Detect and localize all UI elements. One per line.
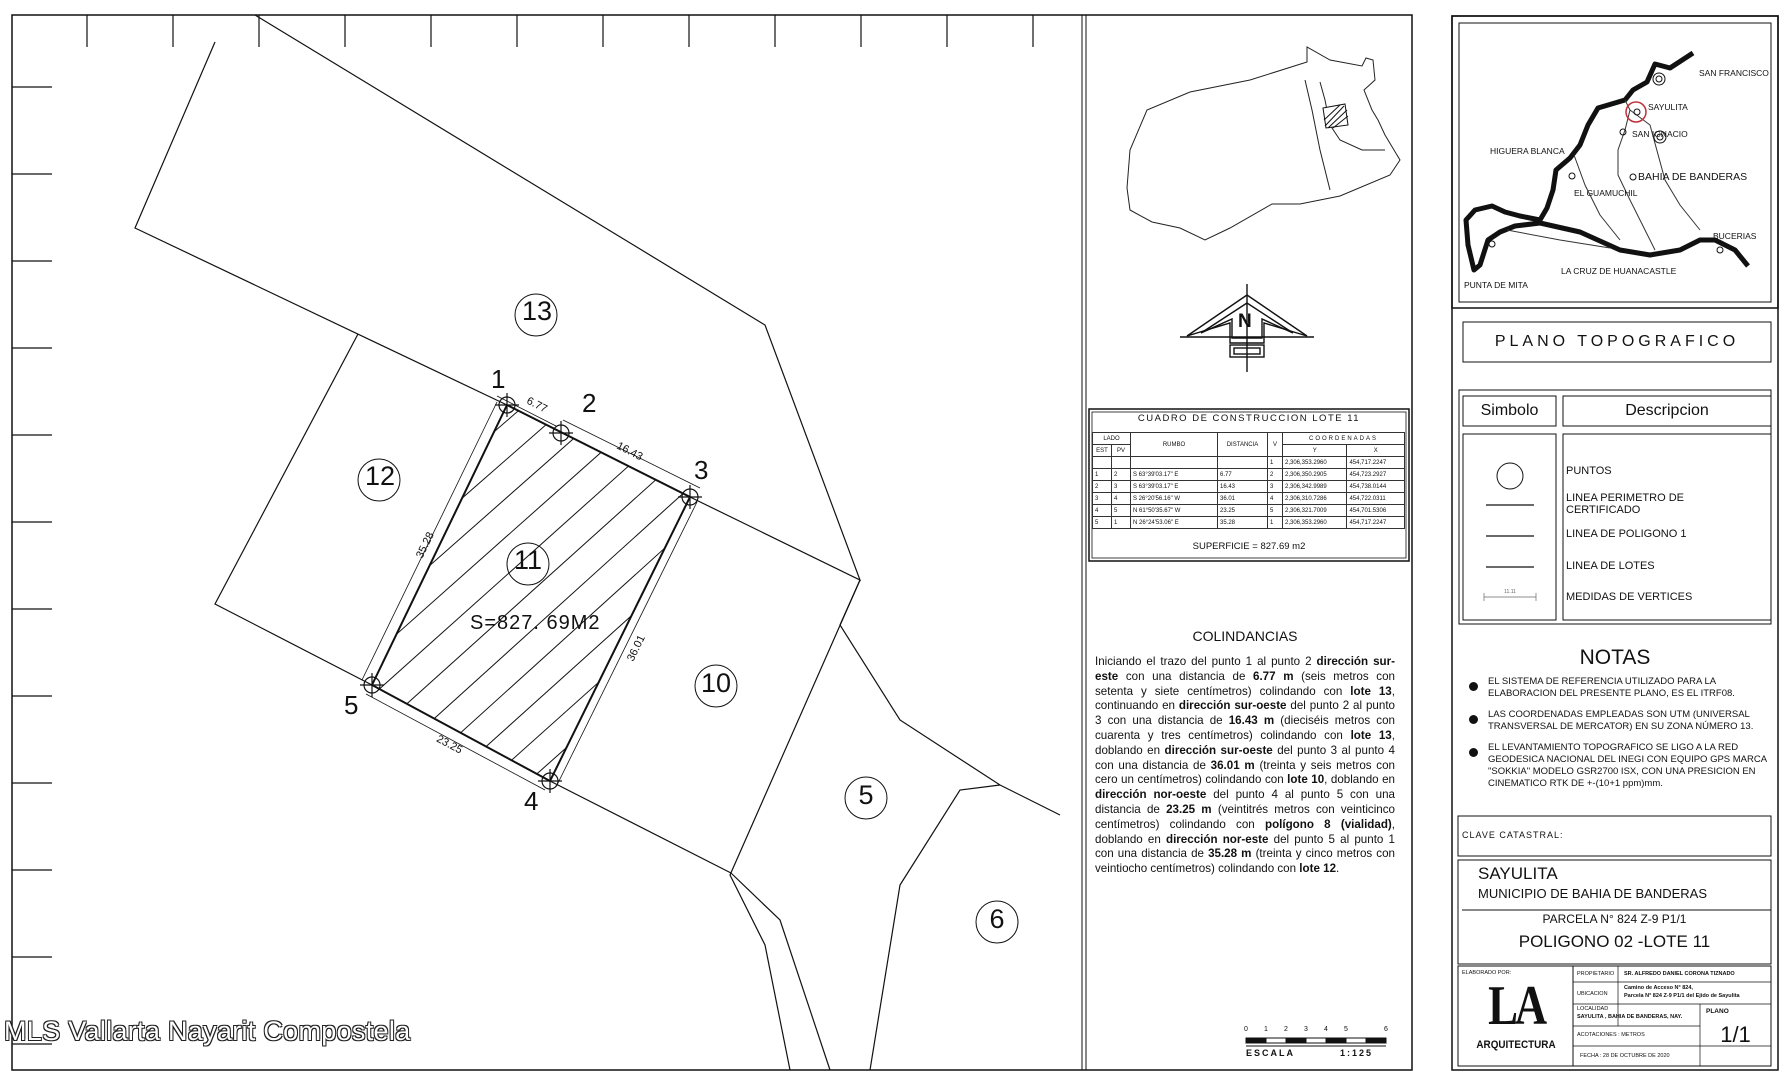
legend-item-perimetro: LINEA PERIMETRO DE CERTIFICADO (1566, 492, 1684, 516)
cell-est: 2 (1093, 481, 1112, 493)
propietario-value: SR. ALFREDO DANIEL CORONA TIZNADO (1624, 971, 1735, 977)
map-label-bahia-de-banderas: BAHIA DE BANDERAS (1638, 171, 1748, 183)
north-label: N (1238, 311, 1252, 332)
cell-v: 2 (1268, 469, 1283, 481)
location-municipality: MUNICIPIO DE BAHIA DE BANDERAS (1478, 886, 1707, 901)
cell-v: 3 (1268, 481, 1283, 493)
scale-label: ESCALA (1246, 1048, 1296, 1058)
cell-x: 454,722.0311 (1347, 493, 1405, 505)
plan-title: PLANO TOPOGRAFICO (1494, 333, 1740, 350)
colindancias-bold-segment: dirección sur-oeste (1164, 743, 1273, 757)
vertex-4-label: 4 (524, 786, 539, 816)
colindancias-bold-segment: dirección sur-oeste (1178, 699, 1287, 713)
cell-est: 1 (1093, 469, 1112, 481)
table-row (1093, 493, 1405, 505)
note-item: LAS COORDENADAS EMPLEADAS SON UTM (UNIVERSAL TRANSVERSAL DE MERCATOR) EN SU ZONA NÚMERO 13. (1460, 709, 1778, 733)
acotaciones: ACOTACIONES : METROS (1577, 1032, 1645, 1038)
location-polygon: POLIGONO 02 -LOTE 11 (1518, 932, 1711, 951)
col-rumbo: RUMBO (1131, 433, 1218, 457)
cell-rumbo: N 26°24'53.06" E (1131, 517, 1218, 529)
colindancias-segment: (treinta y seis metros con cero un centímetros) colindando con (1095, 758, 1396, 787)
table-row (1093, 517, 1405, 529)
colindancias-segment: (treinta y cinco metros con veintiocho centímetros) colindando con (1095, 847, 1396, 876)
lot-10-label: 10 (700, 668, 732, 698)
map-label-el-guamuchil: EL GUAMUCHIL (1574, 188, 1638, 198)
colindancias-segment: , doblando en (1095, 817, 1396, 846)
cell-est: 4 (1093, 505, 1112, 517)
table-row (1093, 457, 1405, 469)
col-distancia: DISTANCIA (1218, 433, 1268, 457)
cell-distancia: 35.28 (1218, 517, 1268, 529)
colindancias-segment: (veintitrés metros con veinticinco centímetros) colindando con (1095, 802, 1395, 831)
cell-rumbo: S 26°20'56.16" W (1131, 493, 1218, 505)
cell-rumbo: S 63°39'03.17" E (1131, 469, 1218, 481)
logo-letters: LA (1488, 975, 1544, 1037)
cell-x: 454,723.2927 (1347, 469, 1405, 481)
colindancias-bold-segment: dirección sur-este (1095, 655, 1395, 683)
colindancias-segment: (dieciséis metros con cuarenta y tres centímetros) colindando con (1095, 714, 1395, 742)
surface-label: S=827. 69M2 (470, 612, 601, 634)
map-label-sayulita: SAYULITA (1648, 102, 1688, 112)
legend-item-puntos: PUNTOS (1566, 465, 1612, 477)
vertex-3-label: 3 (694, 455, 709, 485)
cell-v: 5 (1268, 505, 1283, 517)
cell-pv: 3 (1112, 481, 1131, 493)
localidad-value: SAYULITA , BAHIA DE BANDERAS, NAY. (1577, 1014, 1683, 1020)
table-row (1093, 505, 1405, 517)
side-length-5-1: 35.28 (414, 530, 437, 561)
col-v: V (1268, 433, 1283, 457)
cell-v: 1 (1268, 457, 1283, 469)
table-row (1093, 481, 1405, 493)
cell-y: 2,306,353.2960 (1283, 457, 1347, 469)
colindancias-bold-segment: dirección nor-este (1165, 832, 1269, 846)
col-lado: LADO (1093, 433, 1131, 445)
colindancias-bold-segment: polígono 8 (vialidad) (1264, 817, 1392, 831)
cell-distancia: 16.43 (1218, 481, 1268, 493)
cell-pv: 5 (1112, 505, 1131, 517)
colindancias-bold-segment: 16.43 m (1228, 714, 1275, 728)
side-length-1-2: 6.77 (524, 395, 550, 416)
colindancias-bold-segment: 35.28 m (1208, 847, 1252, 861)
vertex-1-label: 1 (491, 364, 506, 394)
cell-v: 4 (1268, 493, 1283, 505)
legend-item-poligono: LINEA DE POLIGONO 1 (1566, 528, 1687, 540)
colindancias-segment: del punto 3 al punto 4 con una distancia de (1095, 743, 1395, 772)
cell-x: 454,717.2247 (1347, 457, 1405, 469)
elaborado-por: ELABORADO POR: (1462, 970, 1512, 976)
cell-y: 2,306,342.9989 (1283, 481, 1347, 493)
colindancias-segment: Iniciando el trazo del punto 1 al punto 2 (1095, 655, 1317, 668)
map-label-bucerias: BUCERIAS (1713, 231, 1757, 241)
ubicacion-value-1: Camino de Acceso N° 824, (1624, 985, 1693, 991)
colindancias-segment: , continuando en (1095, 684, 1395, 713)
colindancias-segment: del punto 4 al punto 5 con una distancia de (1095, 788, 1395, 816)
colindancias-segment: . (1336, 862, 1340, 876)
lot-13-label: 13 (521, 296, 553, 326)
construction-table-surface: SUPERFICIE = 827.69 m2 (1192, 541, 1306, 552)
colindancias-bold-segment: lote 10 (1287, 773, 1325, 787)
localidad-label: LOCALIDAD (1577, 1006, 1609, 1012)
colindancias-bold-segment: lote 13 (1350, 728, 1392, 742)
plano-value: 1/1 (1720, 1022, 1751, 1047)
clave-catastral: CLAVE CATASTRAL: (1462, 830, 1564, 840)
cell-est: 3 (1093, 493, 1112, 505)
fecha: FECHA : 28 DE OCTUBRE DE 2020 (1580, 1053, 1670, 1059)
col-coordenadas: COORDENADAS (1283, 433, 1405, 445)
col-est: EST (1093, 445, 1112, 457)
lot-12-label: 12 (364, 461, 396, 491)
colindancias-bold-segment: lote 12 (1299, 862, 1337, 876)
watermark: MLS Vallarta Nayarit Compostela (4, 1016, 411, 1046)
lot-11-label: 11 (513, 545, 543, 575)
map-label-san-francisco: SAN FRANCISCO (1699, 68, 1769, 78)
colindancias-bold-segment: 6.77 m (1253, 669, 1294, 683)
lot-6-label: 6 (989, 904, 1005, 934)
vertex-5-label: 5 (344, 690, 359, 720)
scale-tick: 6 (1384, 1026, 1388, 1033)
vertex-2-label: 2 (582, 388, 597, 418)
side-length-2-3: 16.43 (614, 440, 645, 464)
lot-5-label: 5 (858, 780, 874, 810)
cell-est: 5 (1093, 517, 1112, 529)
notes-list (1460, 676, 1778, 799)
cell-x: 454,738.0144 (1347, 481, 1405, 493)
cell-y: 2,306,321.7009 (1283, 505, 1347, 517)
cell-x: 454,717.2247 (1347, 517, 1405, 529)
legend-item-lotes: LINEA DE LOTES (1566, 560, 1655, 572)
map-label-san-ignacio: SAN IGNACIO (1632, 129, 1688, 139)
construction-table (1092, 432, 1405, 529)
table-row (1093, 469, 1405, 481)
colindancias-segment: (seis metros con setenta y siete centímetros) colindando con (1095, 669, 1395, 698)
colindancias-bold-segment: 36.01 m (1210, 758, 1255, 772)
legend-dim-sample: 11.11 (1504, 589, 1516, 595)
colindancias-bold-segment: lote 13 (1350, 684, 1392, 698)
cell-rumbo: N 61°50'35.67" W (1131, 505, 1218, 517)
colindancias-bold-segment: 23.25 m (1166, 802, 1212, 816)
colindancias-segment: del punto 5 al punto 1 con una distancia de (1095, 832, 1395, 861)
cell-v: 1 (1268, 517, 1283, 529)
scale-tick: 1 (1264, 1026, 1268, 1033)
notes-title: NOTAS (1579, 646, 1651, 669)
cell-x: 454,701.5306 (1347, 505, 1405, 517)
colindancias-title: COLINDANCIAS (1192, 628, 1298, 644)
scale-tick: 2 (1284, 1026, 1288, 1033)
colindancias-segment: , doblando en (1324, 773, 1395, 787)
cell-pv: 4 (1112, 493, 1131, 505)
cell-distancia: 36.01 (1218, 493, 1268, 505)
scale-tick: 5 (1344, 1026, 1348, 1033)
cell-y: 2,306,310.7286 (1283, 493, 1347, 505)
legend-item-medidas: MEDIDAS DE VERTICES (1566, 591, 1693, 603)
scale-tick: 4 (1324, 1026, 1328, 1033)
side-length-4-5: 23.25 (434, 733, 465, 757)
cell-pv: 1 (1112, 517, 1131, 529)
plano-label: PLANO (1706, 1008, 1729, 1015)
cell-distancia: 23.25 (1218, 505, 1268, 517)
colindancias-segment: , doblando en (1095, 728, 1395, 757)
legend-description-header: Descripcion (1625, 402, 1709, 419)
legend-symbol-header: Simbolo (1480, 402, 1539, 419)
map-label-punta-de-mita: PUNTA DE MITA (1464, 280, 1528, 290)
col-y: Y (1283, 445, 1347, 457)
scale-ratio: 1:125 (1340, 1048, 1374, 1058)
map-label-la-cruz: LA CRUZ DE HUANACASTLE (1561, 266, 1677, 276)
cell-y: 2,306,353.2960 (1283, 517, 1347, 529)
colindancias-text (1095, 655, 1395, 877)
map-label-higuera-blanca: HIGUERA BLANCA (1490, 146, 1565, 156)
cell-y: 2,306,350.2905 (1283, 469, 1347, 481)
cell-pv: 2 (1112, 469, 1131, 481)
colindancias-segment: con una distancia de (1118, 669, 1254, 683)
colindancias-segment: del punto 2 al punto 3 con una distancia de (1095, 699, 1395, 728)
propietario-label: PROPIETARIO (1577, 971, 1615, 977)
note-item: EL SISTEMA DE REFERENCIA UTILIZADO PARA LA ELABORACION DEL PRESENTE PLANO, ES EL ITRF08. (1460, 676, 1778, 700)
ubicacion-value-2: Parcela N° 824 Z-9 P1/1 del Ejido de Sayulita (1624, 993, 1740, 999)
construction-table-title: CUADRO DE CONSTRUCCION LOTE 11 (1137, 413, 1361, 424)
col-x: X (1347, 445, 1405, 457)
cell-distancia: 6.77 (1218, 469, 1268, 481)
logo-caption: ARQUITECTURA (1476, 1039, 1556, 1051)
location-town: SAYULITA (1478, 864, 1558, 883)
col-pv: PV (1112, 445, 1131, 457)
colindancias-bold-segment: dirección nor-oeste (1095, 788, 1207, 802)
scale-tick: 3 (1304, 1026, 1308, 1033)
cell-rumbo: S 63°39'03.17" E (1131, 481, 1218, 493)
scale-tick: 0 (1244, 1026, 1248, 1033)
side-length-3-4: 36.01 (625, 633, 648, 664)
architecture-logo (1460, 975, 1572, 1065)
note-item: EL LEVANTAMIENTO TOPOGRAFICO SE LIGO A LA RED GEODESICA NACIONAL DEL INEGI CON EQUIPO GPS MARCA "SOKKIA" MODELO GSR2700 ISX, CON UNA PRESICION EN CINEMATICO RTK DE +-(10+1 ppm)mm. (1460, 742, 1778, 790)
location-parcel: PARCELA N° 824 Z-9 P1/1 (1542, 912, 1687, 926)
ubicacion-label: UBICACION (1577, 991, 1608, 997)
